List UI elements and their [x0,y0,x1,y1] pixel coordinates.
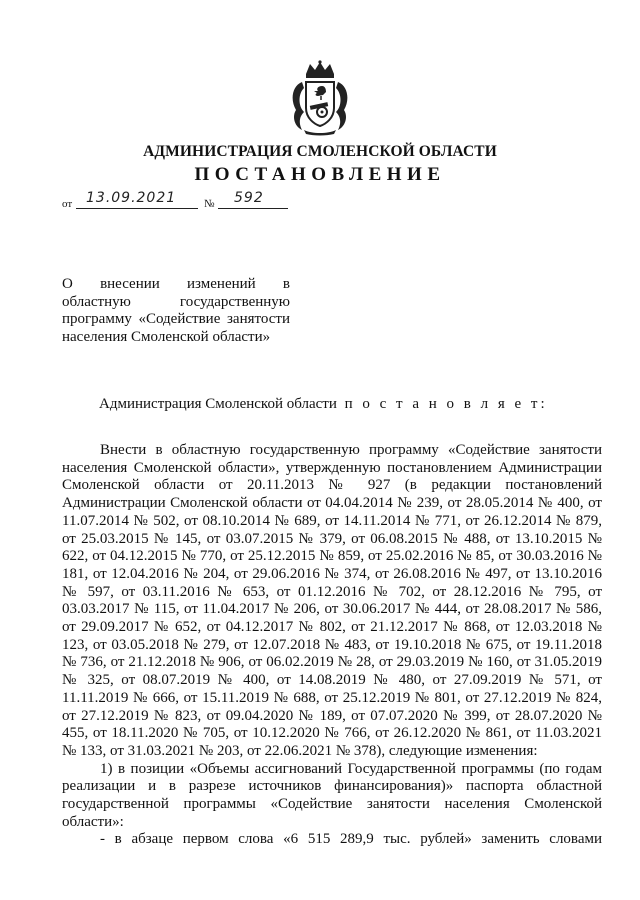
date-prefix: от [62,198,73,210]
coat-of-arms-emblem [288,60,352,136]
number-prefix: № [204,198,215,210]
document-number-line [62,190,302,212]
main-paragraph: Внести в областную государственную программу «Содействие занятости населения Смоленской области», утвержденную постановлением Администрации Смоленской области от 20.11.2013 № 927 (в редакции постановлений Администрации Смоленской области от 04.04.2014 № 239, от 28.05.2014 № 400, от 11.07.2014 № 502, от 08.10.2014 № 689, от 14.11.2014 № 771, от 26.12.2014 № 879, от 25.03.2015 № 145, от 03.07.2015 № 379, от 06.08.2015 № 488, от 13.10.2015 № 622, от 04.12.2015 № 770, от 25.12.2015 № 859, от 25.02.2016 № 85, от 30.03.2016 № 181, от 12.04.2016 № 204, от 29.06.2016 № 374, от 26.08.2016 № 497, от 13.10.2016 № 597, от 03.11.2016 № 653, от 01.12.2016 № 702, от 28.12.2016 № 795, от 03.03.2017 № 115, от 11.04.2017 № 206, от 30.06.2017 № 444, от 28.08.2017 № 586, от 29.09.2017 № 652, от 04.12.2017 № 802, от 21.12.2017 № 868, от 12.03.2018 № 123, от 03.05.2018 № 279, от 12.07.2018 № 483, от 19.10.2018 № 675, от 19.11.2018 № 736, от 21.12.2018 № 906, от 06.02.2019 № 28, от 29.03.2019 № 160, от 31.05.2019 № 325, от 08.07.2019 № 400, от 14.08.2019 № 480, от 27.09.2019 № 571, от 11.11.2019 № 666, от 15.11.2019 № 688, от 25.12.2019 № 801, от 27.12.2019 № 824, от 27.12.2019 № 823, от 09.04.2020 № 189, от 07.07.2020 № 399, от 28.07.2020 № 455, от 18.11.2020 № 705, от 10.12.2020 № 766, от 26.12.2020 № 861, от 11.03.2021 № 133, от 31.03.2021 № 203, от 22.06.2021 № 378), следующие изменения: [62,442,602,759]
preamble-text: Администрация Смоленской области [99,396,337,412]
document-body [62,442,602,849]
amendment-item-1-subpoint: - в абзаце первом слова «6 515 289,9 тыс. рублей» заменить словами [100,831,602,848]
amendment-item-1: 1) в позиции «Объемы ассигнований Государственной программы (по годам реализации и в разрезе источников финансирования)» паспорта областной государственной программы «Содействие занятости населения Смоленской области»: [62,760,602,830]
document-subject: О внесении изменений в областную государственную программу «Содействие занятости населения Смоленской области» [62,276,290,345]
document-type-title: ПОСТАНОВЛЕНИЕ [194,164,446,185]
organization-name: АДМИНИСТРАЦИЯ СМОЛЕНСКОЙ ОБЛАСТИ [143,143,497,160]
number-underline [218,208,288,209]
preamble-verb: п о с т а н о в л я е т: [344,396,548,412]
document-number: 592 [234,190,264,206]
preamble [99,396,548,413]
date-underline [76,208,198,209]
document-date: 13.09.2021 [86,190,177,206]
